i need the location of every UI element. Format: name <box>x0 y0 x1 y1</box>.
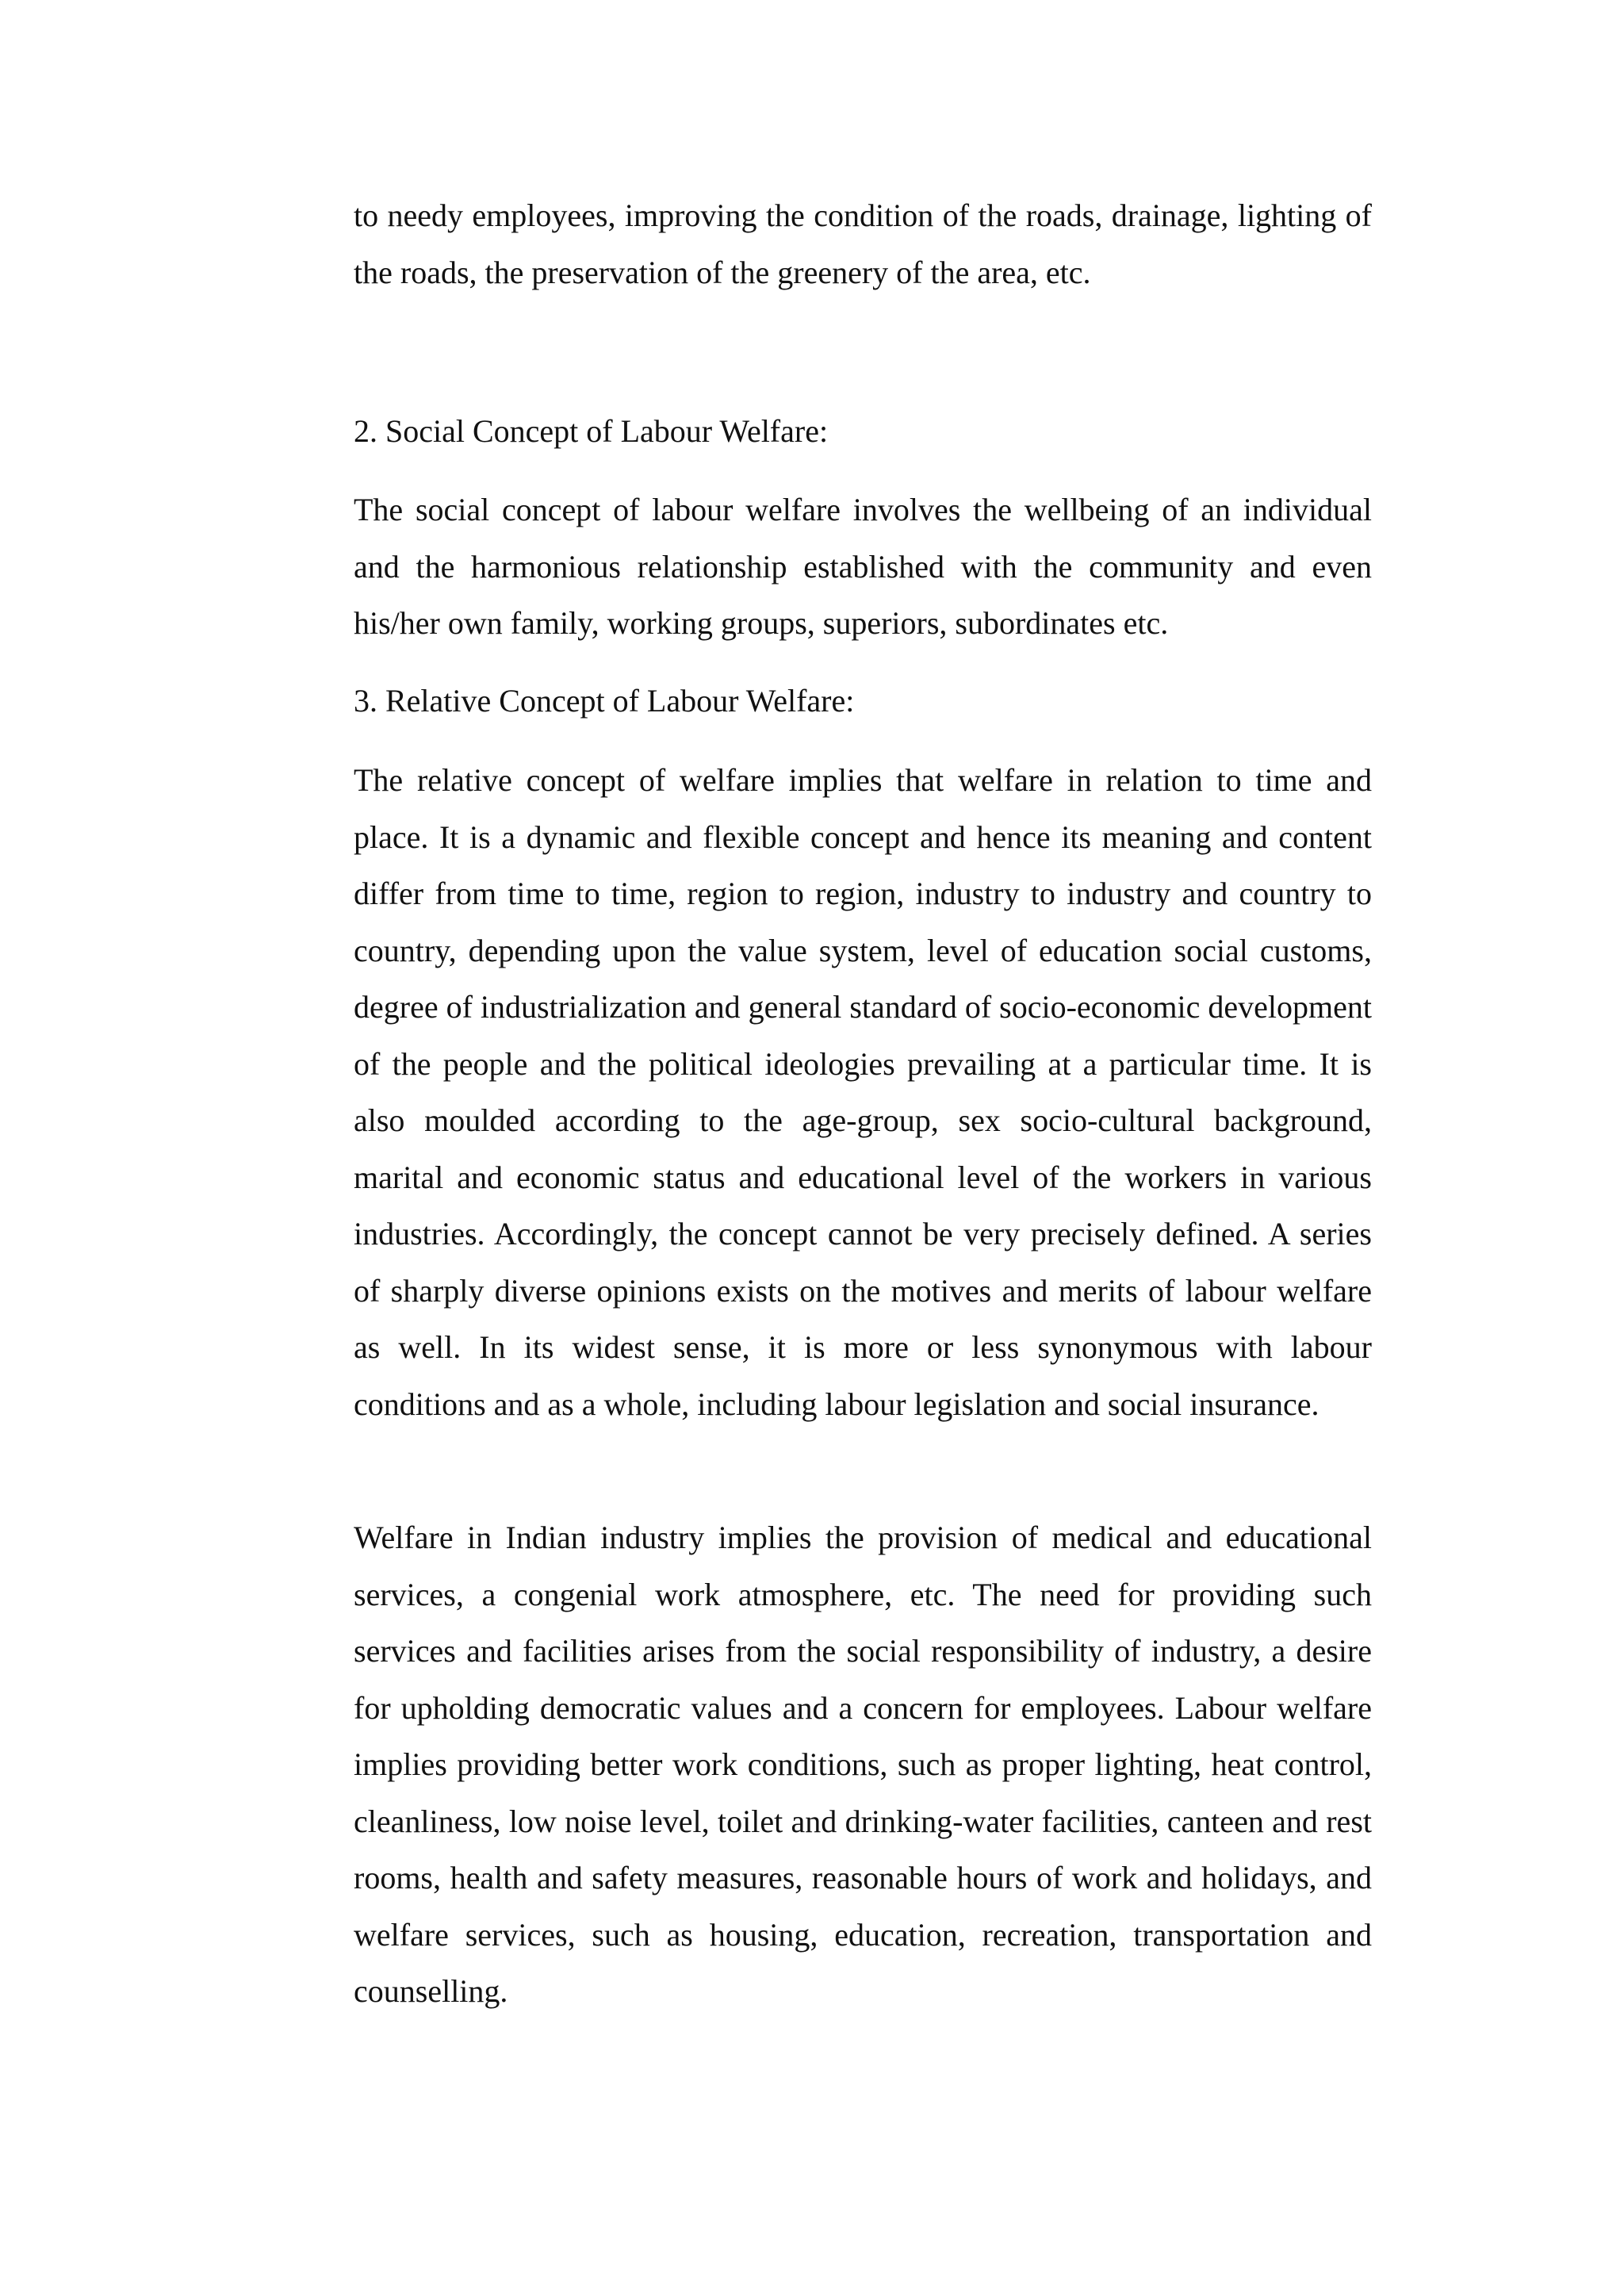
social-concept-paragraph: The social concept of labour welfare involves the wellbeing of an individual and the harmonious relationship established with the community and even his/her own family, working groups, superiors, subordinates etc. <box>354 492 1372 641</box>
closing-paragraph-block <box>354 1509 1372 2020</box>
relative-concept-paragraph: The relative concept of welfare implies that welfare in relation to time and place. It is a dynamic and flexible concept and hence its meaning and content differ from time to time, region to region, industry to industry and country to country, depending upon the value system, level of education social customs, degree of industrialization and general standard of socio-economic development of the people and the political ideologies prevailing at a particular time. It is also moulded according to the age-group, sex socio-cultural background, marital and economic status and educational level of the workers in various industries. Accordingly, the concept cannot be very precisely defined. A series of sharply diverse opinions exists on the motives and merits of labour welfare as well. In its widest sense, it is more or less synonymous with labour conditions and as a whole, including labour legislation and social insurance. <box>354 762 1372 1422</box>
social-concept-heading: 2. Social Concept of Labour Welfare: <box>354 413 829 449</box>
continuation-text: to needy employees, improving the condition of the roads, drainage, lighting of the roads, the preservation of the greenery of the area, etc. <box>354 197 1372 290</box>
indian-industry-welfare-paragraph: Welfare in Indian industry implies the provision of medical and educational services, a congenial work atmosphere, etc. The need for providing such services and facilities arises from the social responsibility of industry, a desire for upholding democratic values and a concern for employees. Labour welfare implies providing better work conditions, such as proper lighting, heat control, cleanliness, low noise level, toilet and drinking-water facilities, canteen and rest rooms, health and safety measures, reasonable hours of work and holidays, and welfare services, such as housing, education, recreation, transportation and counselling. <box>354 1520 1372 2009</box>
section-paragraph-social <box>354 481 1372 652</box>
continuation-paragraph <box>354 187 1372 301</box>
section-paragraph-relative <box>354 752 1372 1432</box>
relative-concept-heading: 3. Relative Concept of Labour Welfare: <box>354 683 855 719</box>
section-heading-relative <box>354 673 1372 730</box>
section-heading-social <box>354 403 1372 460</box>
